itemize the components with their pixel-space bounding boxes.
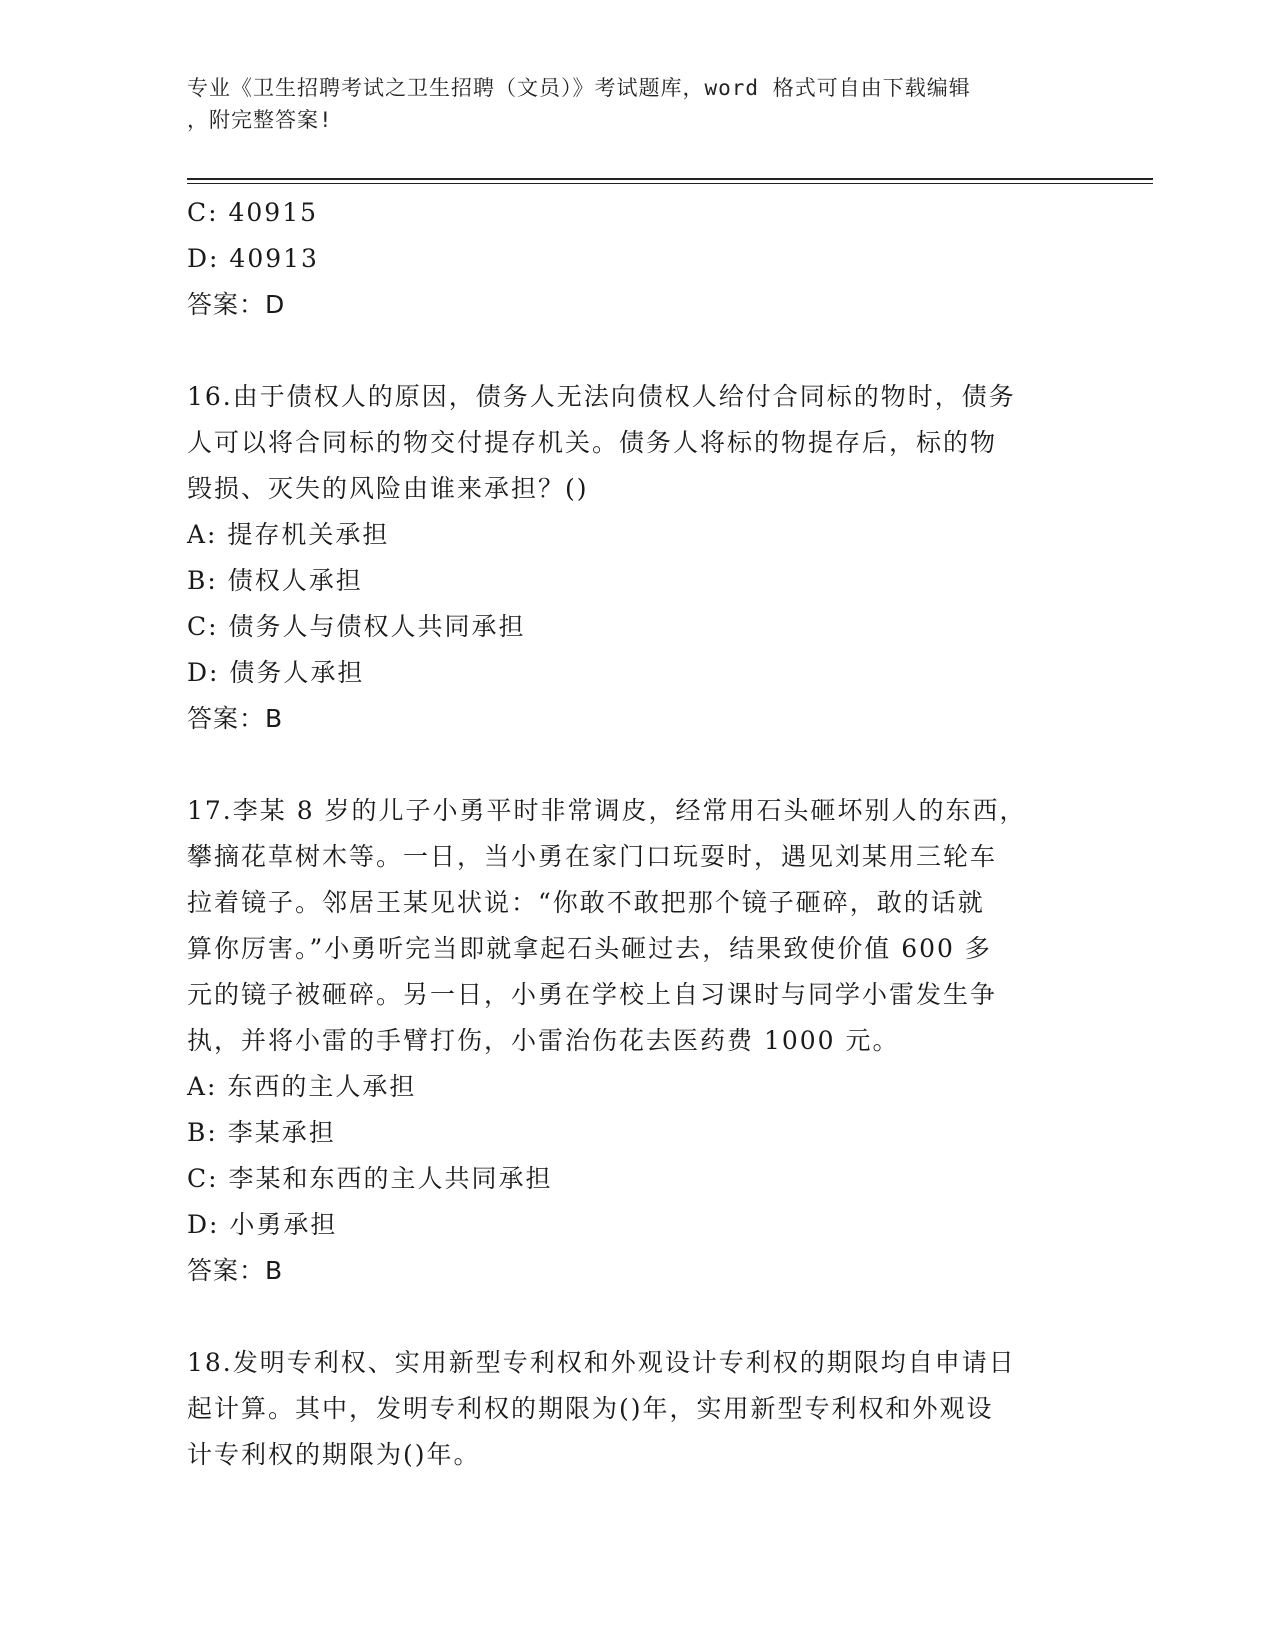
- option-a: A: 东西的主人承担: [187, 1072, 417, 1101]
- option-d: D: 债务人承担: [187, 658, 365, 687]
- option-a: A: 提存机关承担: [187, 520, 390, 549]
- previous-question-tail: [187, 190, 1087, 328]
- answer: 答案：B: [187, 704, 284, 733]
- option-c: C: 债务人与债权人共同承担: [187, 612, 526, 641]
- document-body: [187, 190, 1087, 1478]
- question-text-line: 计专利权的期限为()年。: [187, 1440, 481, 1469]
- option-b: B: 李某承担: [187, 1118, 336, 1147]
- header-line-2: ，附完整答案!: [187, 108, 333, 132]
- question-text-line: 16.由于债权人的原因，债务人无法向债权人给付合同标的物时，债务: [187, 382, 1016, 411]
- question-text-line: 元的镜子被砸碎。另一日，小勇在学校上自习课时与同学小雷发生争: [187, 980, 998, 1009]
- answer: 答案：B: [187, 1256, 284, 1285]
- spacer: [187, 328, 1087, 374]
- question-text-line: 算你厉害。”小勇听完当即就拿起石头砸过去，结果致使价值 600 多: [187, 934, 992, 963]
- question-16: [187, 374, 1087, 742]
- question-text-line: 执，并将小雷的手臂打伤，小雷治伤花去医药费 1000 元。: [187, 1026, 900, 1055]
- spacer: [187, 742, 1087, 788]
- option-c: C: 40915: [187, 198, 319, 227]
- option-d: D: 40913: [187, 244, 319, 273]
- option-d: D: 小勇承担: [187, 1210, 338, 1239]
- spacer: [187, 1294, 1087, 1340]
- question-text-line: 人可以将合同标的物交付提存机关。债务人将标的物提存后，标的物: [187, 428, 998, 457]
- question-text-line: 17.李某 8 岁的儿子小勇平时非常调皮，经常用石头砸坏别人的东西，: [187, 796, 1027, 825]
- option-c: C: 李某和东西的主人共同承担: [187, 1164, 553, 1193]
- question-text-line: 拉着镜子。邻居王某见状说：“你敢不敢把那个镜子砸碎，敢的话就: [187, 888, 985, 917]
- header-divider-thick: [187, 178, 1153, 180]
- question-text-line: 毁损、灭失的风险由谁来承担？(): [187, 474, 589, 503]
- question-17: [187, 788, 1087, 1294]
- header-line-1: 专业《卫生招聘考试之卫生招聘（文员）》考试题库，word 格式可自由下载编辑: [187, 76, 971, 100]
- question-text-line: 起计算。其中，发明专利权的期限为()年，实用新型专利权和外观设: [187, 1394, 994, 1423]
- document-header: [187, 72, 1067, 136]
- option-b: B: 债权人承担: [187, 566, 363, 595]
- question-text-line: 18.发明专利权、实用新型专利权和外观设计专利权的期限均自申请日: [187, 1348, 1016, 1377]
- answer: 答案：D: [187, 290, 286, 319]
- header-divider-thin: [187, 183, 1153, 184]
- question-18: [187, 1340, 1087, 1478]
- question-text-line: 攀摘花草树木等。一日，当小勇在家门口玩耍时，遇见刘某用三轮车: [187, 842, 998, 871]
